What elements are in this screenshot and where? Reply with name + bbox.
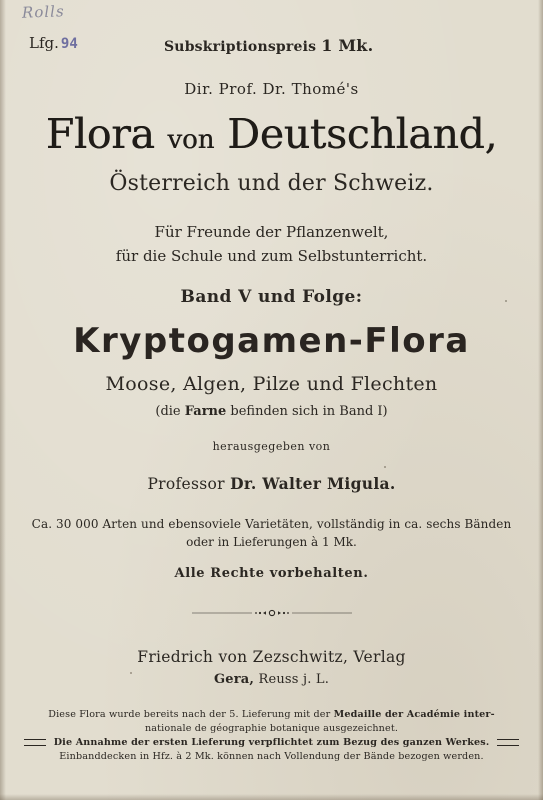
- title-part-deutschland: Deutschland,: [227, 110, 498, 158]
- double-rule-left: [24, 739, 46, 746]
- place-city: Gera,: [213, 672, 255, 687]
- subscription-price: [164, 36, 373, 55]
- award-note-bold: Medaille der Académie inter-: [333, 709, 495, 720]
- obligation-note: [0, 737, 543, 748]
- subscription-price-value: 1 Mk.: [321, 36, 374, 55]
- award-note-text: Diese Flora wurde bereits nach der 5. Lieferung mit der: [48, 709, 331, 720]
- handwritten-pencil-note: Rolls: [21, 2, 65, 22]
- double-rule-right: [497, 739, 519, 746]
- ferns-note-before: (die: [155, 404, 181, 419]
- publisher-name: Friedrich von Zezschwitz, Verlag: [137, 648, 406, 666]
- book-subtitle: Österreich und der Schweiz.: [109, 171, 434, 196]
- volume-title: Kryptogamen-Flora: [73, 321, 470, 361]
- author-line: Dir. Prof. Dr. Thomé's: [184, 80, 359, 98]
- award-note-line-1: [0, 709, 543, 720]
- subscription-text: Subskriptionspreis: [164, 39, 317, 55]
- paper-speck: [505, 300, 507, 302]
- title-part-von: von: [167, 125, 215, 155]
- editor-line: [0, 474, 543, 493]
- issue-number: [29, 34, 78, 52]
- rights-notice: Alle Rechte vorbehalten.: [174, 566, 369, 581]
- topics-line: Moose, Algen, Pilze und Flechten: [105, 373, 438, 395]
- editor-intro: herausgegeben von: [212, 440, 331, 453]
- publisher-place: [0, 672, 543, 687]
- audience-line-2: für die Schule und zum Selbstunterricht.: [115, 247, 428, 265]
- paper-speck: [130, 672, 132, 674]
- paper-edge-bottom: [0, 794, 543, 800]
- ferns-note-bold: Farne: [184, 404, 227, 419]
- binding-note: Einbanddecken in Hfz. à 2 Mk. können nach Vollendung der Bände bezogen werden.: [59, 751, 484, 762]
- ferns-note: [0, 404, 543, 419]
- ferns-note-after: befinden sich in Band I): [230, 404, 388, 419]
- place-region: Reuss j. L.: [258, 672, 330, 687]
- editor-title: Professor: [147, 475, 225, 493]
- scope-line-2: oder in Lieferungen à 1 Mk.: [186, 535, 357, 549]
- scope-line-1: Ca. 30 000 Arten und ebensoviele Varietäten, vollständig in ca. sechs Bänden: [31, 517, 512, 531]
- issue-label: Lfg.: [29, 34, 59, 52]
- title-part-flora: Flora: [45, 110, 155, 158]
- volume-line: Band V und Folge:: [180, 287, 363, 307]
- ornament-divider: [192, 607, 352, 619]
- issue-number-stamp: 94: [60, 36, 78, 52]
- book-title: [0, 110, 543, 158]
- award-note-line-2: nationale de géographie botanique ausgezeichnet.: [144, 723, 399, 734]
- paper-speck: [384, 466, 386, 468]
- obligation-note-text: Die Annahme der ersten Lieferung verpflichtet zum Bezug des ganzen Werkes.: [53, 737, 490, 748]
- editor-name: Dr. Walter Migula.: [230, 474, 396, 493]
- audience-line-1: Für Freunde der Pflanzenwelt,: [154, 223, 389, 241]
